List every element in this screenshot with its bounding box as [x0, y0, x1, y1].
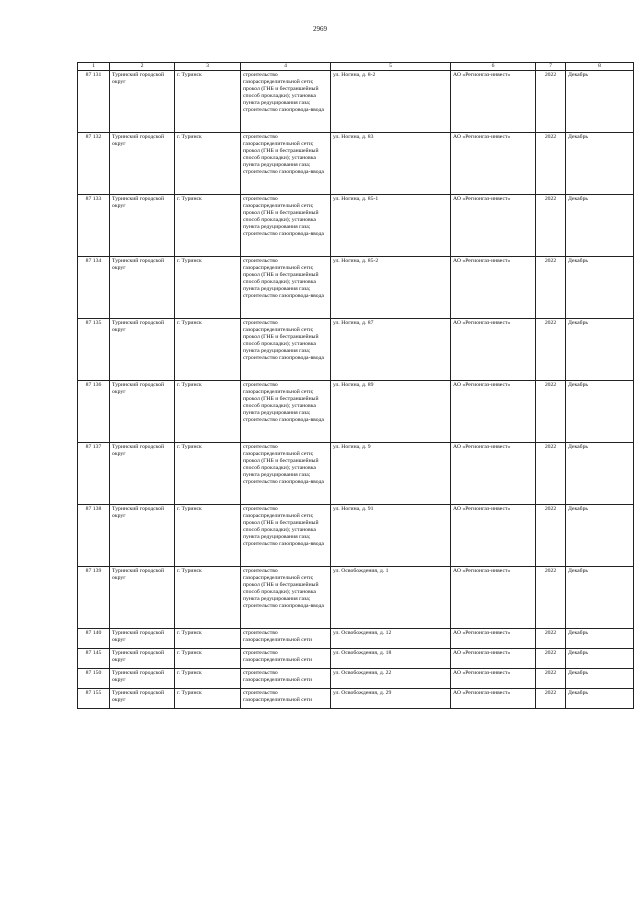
column-header: 7: [536, 63, 566, 71]
column-header: 4: [241, 63, 331, 71]
district-cell: Туринский городской округ: [110, 629, 175, 649]
month-cell: Декабрь: [566, 195, 634, 257]
table-row: [78, 649, 634, 669]
organization-cell: АО «Регионгаз-инвест»: [451, 133, 536, 195]
locality-cell: г. Туринск: [175, 649, 241, 669]
table-row: [78, 689, 634, 709]
year-cell: 2022: [536, 689, 566, 709]
address-cell: ул. Ногина, д. 83: [331, 133, 451, 195]
column-header: 6: [451, 63, 536, 71]
work-type-cell: строительство газораспределительной сети: [241, 689, 331, 709]
table-row: [78, 505, 634, 567]
year-cell: 2022: [536, 567, 566, 629]
row-number: 87 150: [78, 669, 110, 689]
organization-cell: АО «Регионгаз-инвест»: [451, 629, 536, 649]
locality-cell: г. Туринск: [175, 629, 241, 649]
year-cell: 2022: [536, 71, 566, 133]
work-type-cell: строительство газораспределительной сети; прокол (ГНБ и бестраншейный способ прокладки); установка пункта редуцирования газа; строительство газопровода-ввода: [241, 71, 331, 133]
row-number: 87 136: [78, 381, 110, 443]
organization-cell: АО «Регионгаз-инвест»: [451, 71, 536, 133]
column-header: 8: [566, 63, 634, 71]
year-cell: 2022: [536, 195, 566, 257]
locality-cell: г. Туринск: [175, 257, 241, 319]
year-cell: 2022: [536, 443, 566, 505]
work-type-cell: строительство газораспределительной сети; прокол (ГНБ и бестраншейный способ прокладки); установка пункта редуцирования газа; строительство газопровода-ввода: [241, 381, 331, 443]
row-number: 87 135: [78, 319, 110, 381]
month-cell: Декабрь: [566, 257, 634, 319]
month-cell: Декабрь: [566, 567, 634, 629]
district-cell: Туринский городской округ: [110, 505, 175, 567]
column-header: 5: [331, 63, 451, 71]
month-cell: Декабрь: [566, 319, 634, 381]
work-type-cell: строительство газораспределительной сети; прокол (ГНБ и бестраншейный способ прокладки); установка пункта редуцирования газа; строительство газопровода-ввода: [241, 505, 331, 567]
header-row: [78, 63, 634, 71]
year-cell: 2022: [536, 669, 566, 689]
organization-cell: АО «Регионгаз-инвест»: [451, 319, 536, 381]
locality-cell: г. Туринск: [175, 381, 241, 443]
work-type-cell: строительство газораспределительной сети; прокол (ГНБ и бестраншейный способ прокладки); установка пункта редуцирования газа; строительство газопровода-ввода: [241, 567, 331, 629]
address-cell: ул. Ногина, д. 89: [331, 381, 451, 443]
table-row: [78, 195, 634, 257]
year-cell: 2022: [536, 649, 566, 669]
district-cell: Туринский городской округ: [110, 381, 175, 443]
table-row: [78, 133, 634, 195]
table-row: [78, 443, 634, 505]
locality-cell: г. Туринск: [175, 195, 241, 257]
work-type-cell: строительство газораспределительной сети: [241, 629, 331, 649]
month-cell: Декабрь: [566, 669, 634, 689]
month-cell: Декабрь: [566, 629, 634, 649]
organization-cell: АО «Регионгаз-инвест»: [451, 669, 536, 689]
address-cell: ул. Ногина, д. 85-2: [331, 257, 451, 319]
locality-cell: г. Туринск: [175, 689, 241, 709]
district-cell: Туринский городской округ: [110, 669, 175, 689]
address-cell: ул. Освобождения, д. 1: [331, 567, 451, 629]
year-cell: 2022: [536, 257, 566, 319]
column-header: 2: [110, 63, 175, 71]
row-number: 87 145: [78, 649, 110, 669]
year-cell: 2022: [536, 629, 566, 649]
column-header: 1: [78, 63, 110, 71]
address-cell: ул. Ногина, д. 85-1: [331, 195, 451, 257]
table-row: [78, 319, 634, 381]
address-cell: ул. Освобождения, д. 22: [331, 669, 451, 689]
month-cell: Декабрь: [566, 649, 634, 669]
month-cell: Декабрь: [566, 689, 634, 709]
registry-table: [77, 62, 634, 709]
address-cell: ул. Освобождения, д. 18: [331, 649, 451, 669]
locality-cell: г. Туринск: [175, 443, 241, 505]
month-cell: Декабрь: [566, 505, 634, 567]
district-cell: Туринский городской округ: [110, 319, 175, 381]
locality-cell: г. Туринск: [175, 319, 241, 381]
district-cell: Туринский городской округ: [110, 443, 175, 505]
year-cell: 2022: [536, 319, 566, 381]
work-type-cell: строительство газораспределительной сети; прокол (ГНБ и бестраншейный способ прокладки); установка пункта редуцирования газа; строительство газопровода-ввода: [241, 195, 331, 257]
row-number: 87 155: [78, 689, 110, 709]
work-type-cell: строительство газораспределительной сети; прокол (ГНБ и бестраншейный способ прокладки); установка пункта редуцирования газа; строительство газопровода-ввода: [241, 257, 331, 319]
table-row: [78, 669, 634, 689]
work-type-cell: строительство газораспределительной сети; прокол (ГНБ и бестраншейный способ прокладки); установка пункта редуцирования газа; строительство газопровода-ввода: [241, 443, 331, 505]
locality-cell: г. Туринск: [175, 567, 241, 629]
row-number: 87 133: [78, 195, 110, 257]
locality-cell: г. Туринск: [175, 133, 241, 195]
row-number: 87 140: [78, 629, 110, 649]
organization-cell: АО «Регионгаз-инвест»: [451, 505, 536, 567]
column-header: 3: [175, 63, 241, 71]
table-row: [78, 629, 634, 649]
district-cell: Туринский городской округ: [110, 257, 175, 319]
row-number: 87 134: [78, 257, 110, 319]
locality-cell: г. Туринск: [175, 505, 241, 567]
district-cell: Туринский городской округ: [110, 567, 175, 629]
work-type-cell: строительство газораспределительной сети: [241, 669, 331, 689]
address-cell: ул. Ногина, д. 87: [331, 319, 451, 381]
district-cell: Туринский городской округ: [110, 71, 175, 133]
organization-cell: АО «Регионгаз-инвест»: [451, 257, 536, 319]
row-number: 87 131: [78, 71, 110, 133]
district-cell: Туринский городской округ: [110, 195, 175, 257]
row-number: 87 132: [78, 133, 110, 195]
month-cell: Декабрь: [566, 443, 634, 505]
organization-cell: АО «Регионгаз-инвест»: [451, 381, 536, 443]
address-cell: ул. Освобождения, д. 29: [331, 689, 451, 709]
year-cell: 2022: [536, 505, 566, 567]
organization-cell: АО «Регионгаз-инвест»: [451, 195, 536, 257]
row-number: 87 137: [78, 443, 110, 505]
address-cell: ул. Ногина, д. 9: [331, 443, 451, 505]
district-cell: Туринский городской округ: [110, 649, 175, 669]
page-number: 2969: [313, 25, 327, 33]
organization-cell: АО «Регионгаз-инвест»: [451, 649, 536, 669]
organization-cell: АО «Регионгаз-инвест»: [451, 443, 536, 505]
table-row: [78, 71, 634, 133]
table-row: [78, 257, 634, 319]
month-cell: Декабрь: [566, 133, 634, 195]
table-row: [78, 381, 634, 443]
row-number: 87 138: [78, 505, 110, 567]
work-type-cell: строительство газораспределительной сети; прокол (ГНБ и бестраншейный способ прокладки); установка пункта редуцирования газа; строительство газопровода-ввода: [241, 133, 331, 195]
month-cell: Декабрь: [566, 381, 634, 443]
month-cell: Декабрь: [566, 71, 634, 133]
address-cell: ул. Ногина, д. 8-2: [331, 71, 451, 133]
work-type-cell: строительство газораспределительной сети; прокол (ГНБ и бестраншейный способ прокладки); установка пункта редуцирования газа; строительство газопровода-ввода: [241, 319, 331, 381]
locality-cell: г. Туринск: [175, 669, 241, 689]
organization-cell: АО «Регионгаз-инвест»: [451, 567, 536, 629]
work-type-cell: строительство газораспределительной сети: [241, 649, 331, 669]
address-cell: ул. Ногина, д. 91: [331, 505, 451, 567]
row-number: 87 139: [78, 567, 110, 629]
district-cell: Туринский городской округ: [110, 133, 175, 195]
year-cell: 2022: [536, 381, 566, 443]
district-cell: Туринский городской округ: [110, 689, 175, 709]
address-cell: ул. Освобождения, д. 12: [331, 629, 451, 649]
table-row: [78, 567, 634, 629]
year-cell: 2022: [536, 133, 566, 195]
organization-cell: АО «Регионгаз-инвест»: [451, 689, 536, 709]
locality-cell: г. Туринск: [175, 71, 241, 133]
